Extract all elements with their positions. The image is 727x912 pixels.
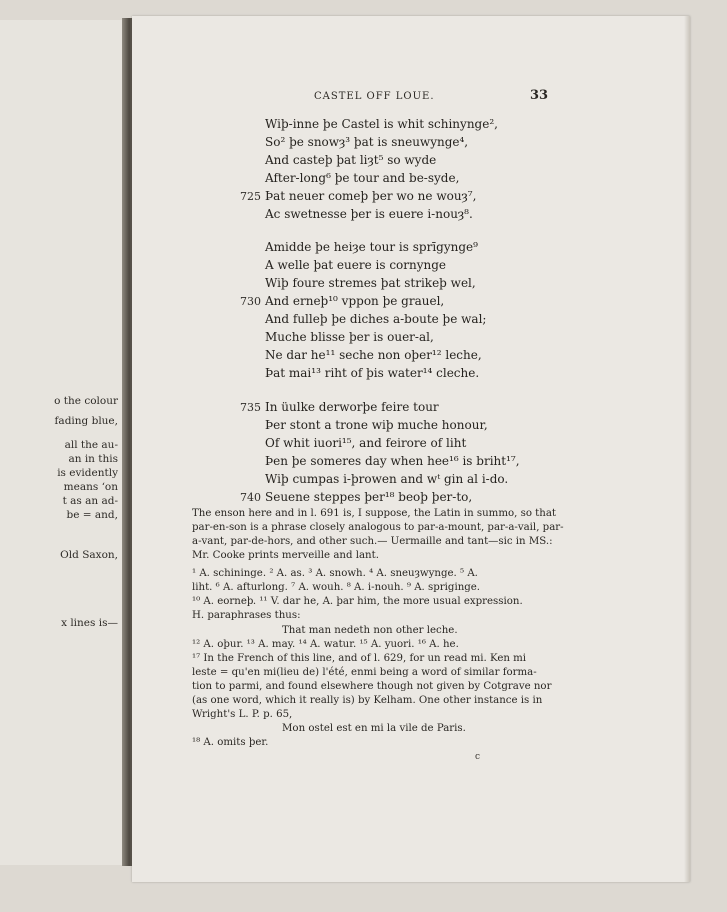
footnote-line: Mon ostel est en mi la vile de Paris.	[282, 723, 466, 734]
page-number: 33	[530, 88, 549, 103]
page-edge	[684, 16, 690, 882]
footnote-line: ¹⁰ A. eorneþ. ¹¹ V. dar he, A. þar him, the more usual expression.	[192, 596, 523, 607]
footnote-line: a-vant, par-de-hors, and other such.— Uermaille and tant—sic in MS.:	[192, 536, 553, 547]
footnote-line: tion to parmi, and found elsewhere though not given by Cotgrave nor	[192, 681, 552, 692]
signature-mark: c	[475, 752, 481, 762]
left-page-fragment: is evidently	[57, 467, 118, 479]
footnote-line: Wright's L. P. p. 65,	[192, 709, 293, 720]
poem-line: Seuene steppes þer¹⁸ beoþ þer-to,	[265, 490, 473, 504]
footnote-line: ¹² A. oþur. ¹³ A. may. ¹⁴ A. watur. ¹⁵ A. yuori. ¹⁶ A. he.	[192, 639, 459, 650]
footnote-line: ¹ A. schininge. ² A. as. ³ A. snowh. ⁴ A. sneuȝwynge. ⁵ A.	[192, 568, 478, 579]
left-page-fragment: o the colour	[54, 395, 118, 407]
left-page	[0, 20, 129, 865]
poem-line: Ne dar he¹¹ seche non oþer¹² leche,	[265, 348, 482, 362]
poem-line: And fulleþ þe diches a-boute þe wal;	[265, 312, 487, 326]
left-page-fragment: Old Saxon,	[60, 549, 118, 561]
footnote-line: ¹⁸ A. omits þer.	[192, 737, 269, 748]
footnote-line: leste = qu'en mi(lieu de) l'été, enmi being a word of similar forma-	[192, 667, 537, 678]
poem-line: Ac swetnesse þer is euere i-nouȝ⁸.	[265, 207, 473, 221]
line-number: 730	[240, 295, 261, 308]
poem-line: Þat neuer comeþ þer wo ne wouȝ⁷,	[265, 189, 477, 203]
poem-line: Amidde þe heiȝe tour is sprīgynge⁹	[265, 240, 478, 254]
poem-line: Þer stont a trone wiþ muche honour,	[265, 418, 488, 432]
left-page-fragment: t as an ad-	[62, 495, 118, 507]
poem-line: And casteþ þat liȝt⁵ so wyde	[265, 153, 437, 167]
poem-line: So² þe snowȝ³ þat is sneuwynge⁴,	[265, 135, 469, 149]
footnote-line: ¹⁷ In the French of this line, and of l. 629, for un read mi. Ken mi	[192, 653, 527, 664]
left-page-fragment: be = and,	[66, 509, 118, 521]
left-page-fragment: means ‘on	[63, 481, 118, 493]
left-page-fragment: an in this	[68, 453, 118, 465]
left-page-fragment: fading blue,	[54, 415, 118, 427]
right-page	[132, 16, 690, 882]
line-number: 740	[240, 491, 261, 504]
poem-line: Wiþ-inne þe Castel is whit schinynge²,	[265, 117, 498, 131]
left-page-fragment: all the au-	[64, 439, 118, 451]
footnote-line: liht. ⁶ A. afturlong. ⁷ A. wouh. ⁸ A. i-nouh. ⁹ A. sprigingе.	[192, 582, 481, 593]
poem-line: Muche blisse þer is ouer-al,	[265, 330, 434, 344]
left-page-fragment: x lines is—	[61, 617, 118, 629]
footnote-line: The enson here and in l. 691 is, I suppose, the Latin in summo, so that	[192, 508, 557, 519]
footnote-line: (as one word, which it really is) by Kelham. One other instance is in	[192, 695, 543, 706]
poem-line: Of whit iuori¹⁵, and feirore of liht	[265, 436, 467, 450]
poem-line: Þen þe someres day when hee¹⁶ is briht¹⁷,	[265, 454, 520, 468]
running-title: CASTEL OFF LOUE.	[314, 91, 435, 102]
footnote-line: par-en-son is a phrase closely analogous to par-a-mount, par-a-vail, par-	[192, 522, 564, 533]
poem-line: A welle þat euere is cornynge	[265, 258, 447, 272]
line-number: 725	[240, 190, 261, 203]
footnote-line: H. paraphrases thus:	[192, 610, 301, 621]
poem-line: And erneþ¹⁰ vppon þe grauel,	[265, 294, 445, 308]
poem-line: Þat mai¹³ riht of þis water¹⁴ cleche.	[265, 366, 480, 380]
footnote-line: Mr. Cooke prints merveille and lant.	[192, 550, 379, 561]
line-number: 735	[240, 401, 261, 414]
poem-line: In üulke derworþe feire tour	[265, 400, 439, 414]
footnote-line: That man nedeth non other leche.	[282, 625, 458, 636]
poem-line: Wiþ cumpas i-þrowen and wᵗ gin al i-do.	[265, 472, 509, 486]
poem-line: After-long⁶ þe tour and be-syde,	[265, 171, 460, 185]
poem-line: Wiþ foure stremes þat strikeþ wel,	[265, 276, 476, 290]
